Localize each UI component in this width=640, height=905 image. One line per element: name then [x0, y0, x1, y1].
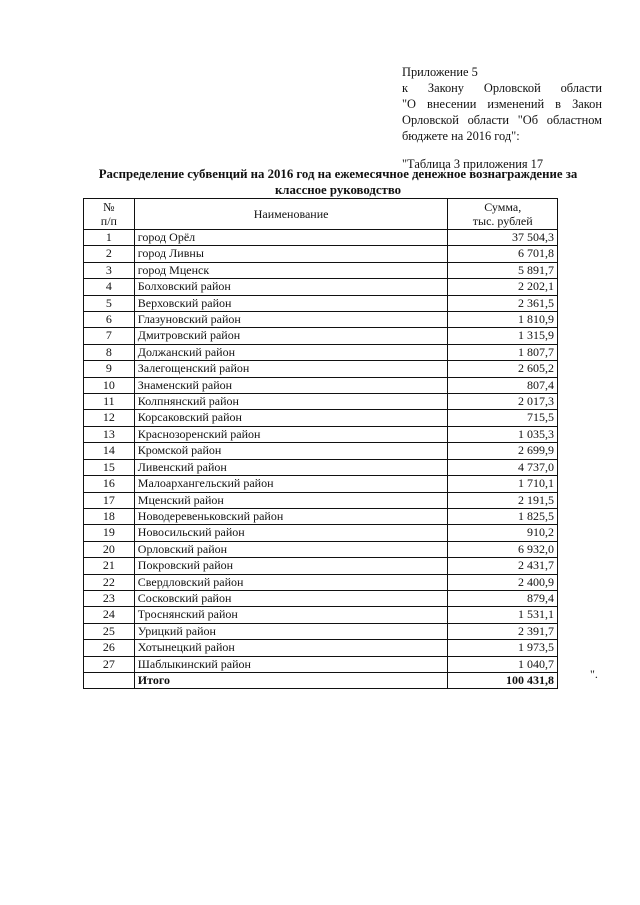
- row-sum: 1 035,3: [448, 426, 558, 442]
- row-number: 7: [84, 328, 135, 344]
- header-sum: [448, 199, 558, 230]
- row-name: Корсаковский район: [134, 410, 448, 426]
- row-sum: 2 431,7: [448, 558, 558, 574]
- table-row: [84, 279, 558, 295]
- appendix-year-line: бюджете на 2016 год":: [402, 129, 520, 143]
- table-row: [84, 476, 558, 492]
- row-name: Хотынецкий район: [134, 640, 448, 656]
- table-row: [84, 443, 558, 459]
- table-body: [84, 230, 558, 673]
- row-sum: 715,5: [448, 410, 558, 426]
- row-sum: 2 361,5: [448, 295, 558, 311]
- closing-quote: ".: [590, 667, 598, 681]
- row-sum: 1 807,7: [448, 344, 558, 360]
- table-total-row: [84, 672, 558, 688]
- row-name: Должанский район: [134, 344, 448, 360]
- row-sum: 2 699,9: [448, 443, 558, 459]
- row-name: Краснозоренский район: [134, 426, 448, 442]
- subsidy-table: [83, 198, 558, 689]
- total-sum: 100 431,8: [448, 672, 558, 688]
- document-title: Распределение субвенций на 2016 год на ежемесячное денежное вознаграждение за классное руководство: [98, 167, 578, 197]
- row-number: 18: [84, 508, 135, 524]
- header-sum-unit: тыс. рублей: [472, 214, 533, 228]
- row-sum: 2 017,3: [448, 394, 558, 410]
- row-sum: 910,2: [448, 525, 558, 541]
- row-sum: 1 531,1: [448, 607, 558, 623]
- row-number: 13: [84, 426, 135, 442]
- row-number: 1: [84, 230, 135, 246]
- header-number: [84, 199, 135, 230]
- table-row: [84, 295, 558, 311]
- row-name: Покровский район: [134, 558, 448, 574]
- row-number: 2: [84, 246, 135, 262]
- row-name: Глазуновский район: [134, 312, 448, 328]
- row-number: 15: [84, 459, 135, 475]
- row-name: Троснянский район: [134, 607, 448, 623]
- table-row: [84, 410, 558, 426]
- header-sum-label: Сумма,: [484, 200, 522, 214]
- row-number: 3: [84, 262, 135, 278]
- row-name: Колпнянский район: [134, 394, 448, 410]
- total-label: Итого: [134, 672, 448, 688]
- appendix-amend-line: "О внесении изменений в Закон: [402, 97, 602, 111]
- table-row: [84, 492, 558, 508]
- row-number: 20: [84, 541, 135, 557]
- row-name: Шаблыкинский район: [134, 656, 448, 672]
- row-name: город Мценск: [134, 262, 448, 278]
- row-name: Верховский район: [134, 295, 448, 311]
- row-number: 11: [84, 394, 135, 410]
- row-sum: 1 973,5: [448, 640, 558, 656]
- appendix-header: [402, 64, 602, 172]
- table-row: [84, 230, 558, 246]
- appendix-budget-line: Орловской области "Об областном: [402, 113, 602, 127]
- header-number-sign: №: [103, 200, 115, 214]
- row-sum: 1 825,5: [448, 508, 558, 524]
- row-name: Мценский район: [134, 492, 448, 508]
- row-name: Свердловский район: [134, 574, 448, 590]
- table-row: [84, 394, 558, 410]
- row-number: 8: [84, 344, 135, 360]
- row-name: Урицкий район: [134, 623, 448, 639]
- row-sum: 2 605,2: [448, 361, 558, 377]
- table-row: [84, 623, 558, 639]
- row-name: Дмитровский район: [134, 328, 448, 344]
- row-number: 16: [84, 476, 135, 492]
- row-number: 26: [84, 640, 135, 656]
- row-number: 17: [84, 492, 135, 508]
- row-sum: 37 504,3: [448, 230, 558, 246]
- table-row: [84, 607, 558, 623]
- table-row: [84, 558, 558, 574]
- table-row: [84, 246, 558, 262]
- row-name: Новодеревеньковский район: [134, 508, 448, 524]
- row-number: 9: [84, 361, 135, 377]
- row-sum: 1 315,9: [448, 328, 558, 344]
- row-name: Кромской район: [134, 443, 448, 459]
- row-name: город Ливны: [134, 246, 448, 262]
- table-row: [84, 312, 558, 328]
- appendix-table-ref: "Таблица 3 приложения 17: [402, 157, 544, 171]
- table-row: [84, 262, 558, 278]
- header-number-label: п/п: [100, 214, 117, 228]
- row-sum: 2 202,1: [448, 279, 558, 295]
- row-number: 10: [84, 377, 135, 393]
- row-name: Залегощенский район: [134, 361, 448, 377]
- row-number: 19: [84, 525, 135, 541]
- row-number: 25: [84, 623, 135, 639]
- table-row: [84, 541, 558, 557]
- row-number: 14: [84, 443, 135, 459]
- row-number: 6: [84, 312, 135, 328]
- row-name: Малоархангельский район: [134, 476, 448, 492]
- table-row: [84, 426, 558, 442]
- row-name: Болховский район: [134, 279, 448, 295]
- row-sum: 2 400,9: [448, 574, 558, 590]
- row-name: Ливенский район: [134, 459, 448, 475]
- row-sum: 2 391,7: [448, 623, 558, 639]
- row-name: Сосковский район: [134, 590, 448, 606]
- appendix-number: Приложение 5: [402, 65, 478, 79]
- row-sum: 4 737,0: [448, 459, 558, 475]
- row-number: 4: [84, 279, 135, 295]
- row-number: 22: [84, 574, 135, 590]
- table-row: [84, 508, 558, 524]
- row-number: 12: [84, 410, 135, 426]
- appendix-law-line: к Закону Орловской области: [402, 81, 602, 95]
- row-name: город Орёл: [134, 230, 448, 246]
- table-row: [84, 640, 558, 656]
- row-sum: 1 710,1: [448, 476, 558, 492]
- row-number: 27: [84, 656, 135, 672]
- table-row: [84, 590, 558, 606]
- table-row: [84, 361, 558, 377]
- table-row: [84, 525, 558, 541]
- row-sum: 6 932,0: [448, 541, 558, 557]
- header-name: Наименование: [134, 199, 448, 230]
- table-row: [84, 328, 558, 344]
- row-number: 5: [84, 295, 135, 311]
- table-row: [84, 344, 558, 360]
- row-sum: 1 040,7: [448, 656, 558, 672]
- total-number-cell: [84, 672, 135, 688]
- table-header-row: [84, 199, 558, 230]
- table-row: [84, 459, 558, 475]
- row-number: 23: [84, 590, 135, 606]
- row-sum: 5 891,7: [448, 262, 558, 278]
- row-sum: 2 191,5: [448, 492, 558, 508]
- row-sum: 1 810,9: [448, 312, 558, 328]
- row-name: Знаменский район: [134, 377, 448, 393]
- row-number: 24: [84, 607, 135, 623]
- table-row: [84, 377, 558, 393]
- row-name: Новосильский район: [134, 525, 448, 541]
- row-number: 21: [84, 558, 135, 574]
- row-sum: 807,4: [448, 377, 558, 393]
- table-row: [84, 656, 558, 672]
- row-sum: 879,4: [448, 590, 558, 606]
- row-sum: 6 701,8: [448, 246, 558, 262]
- row-name: Орловский район: [134, 541, 448, 557]
- table-row: [84, 574, 558, 590]
